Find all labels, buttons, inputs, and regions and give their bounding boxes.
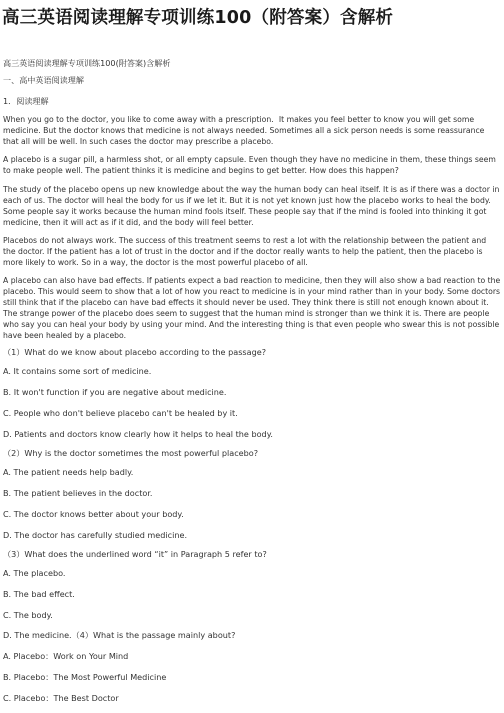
item-label: 1．阅读理解 (3, 96, 49, 106)
question-3-option-a: A. The placebo. (3, 568, 66, 578)
question-4-option-a: A. Placebo：Work on Your Mind (3, 651, 129, 661)
question-2-option-c: C. The doctor knows better about your body. (3, 509, 184, 519)
question-3: （3）What does the underlined word “it” in Paragraph 5 refer to? (3, 549, 267, 559)
question-1-option-a: A. It contains some sort of medicine. (3, 366, 152, 376)
question-2-option-b: B. The patient believes in the doctor. (3, 488, 153, 498)
question-1-option-c: C. People who don't believe placebo can't be healed by it. (3, 408, 238, 418)
question-2-option-d: D. The doctor has carefully studied medicine. (3, 530, 188, 540)
passage-paragraph-1: When you go to the doctor, you like to come away with a prescription．It makes you feel better to know you will get some medicine. But the doctor knows that medicine is not always needed. Sometimes all a sick person needs is some reassurance that all will be well. In such cases the doctor may prescribe a placebo. (3, 115, 485, 146)
question-1: （1）What do we know about placebo according to the passage? (3, 347, 267, 357)
question-4-option-b: B. Placebo：The Most Powerful Medicine (3, 672, 167, 682)
question-2-option-a: A. The patient needs help badly. (3, 467, 134, 477)
section-heading: 一、高中英语阅读理解 (3, 75, 84, 85)
question-1-option-b: B. It won't function if you are negative about medicine. (3, 387, 227, 397)
question-1-option-d: D. Patients and doctors know clearly how it helps to heal the body. (3, 429, 273, 439)
passage-paragraph-3: The study of the placebo opens up new knowledge about the way the human body can heal itself. It is as if there was a doctor in each of us. The doctor will heal the body for us if we let it. But it is not yet known just how the placebo works to heal the body. Some people say it works because the human mind fools itself. These people say that if the mind is fooled into thinking it got medicine, then it will act as if it did, and the body will feel better. (3, 185, 500, 227)
question-3-option-c: C. The body. (3, 610, 53, 620)
question-4-option-c: C. Placebo：The Best Doctor (3, 693, 119, 703)
question-3-option-b: B. The bad effect. (3, 589, 75, 599)
page-title: 高三英语阅读理解专项训练100（附答案）含解析 (2, 8, 394, 28)
question-2: （2）Why is the doctor sometimes the most powerful placebo? (3, 448, 259, 458)
passage-paragraph-2: A placebo is a sugar pill, a harmless shot, or all empty capsule. Even though they have no medicine in them, these things seem to make people well. The patient thinks it is medicine and begins to get better. How does this happen? (3, 155, 496, 175)
question-3-option-d-and-question-4: D. The medicine.（4）What is the passage mainly about? (3, 630, 236, 640)
passage-paragraph-5: A placebo can also have bad effects. If patients expect a bad reaction to medicine, then they will also show a bad reaction to the placebo. This would seem to show that a lot of how you react to medicine is in your mind rather than in your body. Some doctors still think that if the placebo can have bad effects it should never be used. They think there is still not enough known about it. The strange power of the placebo does seem to suggest that the human mind is stronger than we think it is. There are people who say you can heal your body by using your mind. And the interesting thing is that even people who swear this is not possible have been healed by a placebo. (3, 276, 501, 340)
passage-paragraph-4: Placebos do not always work. The success of this treatment seems to rest a lot with the relationship between the patient and the doctor. If the patient has a lot of trust in the doctor and if the doctor really wants to help the patient, then the placebo is more likely to work. So in a way, the doctor is the most powerful placebo of all. (3, 236, 487, 267)
document-subtitle: 高三英语阅读理解专项训练100(附答案)含解析 (3, 58, 171, 68)
